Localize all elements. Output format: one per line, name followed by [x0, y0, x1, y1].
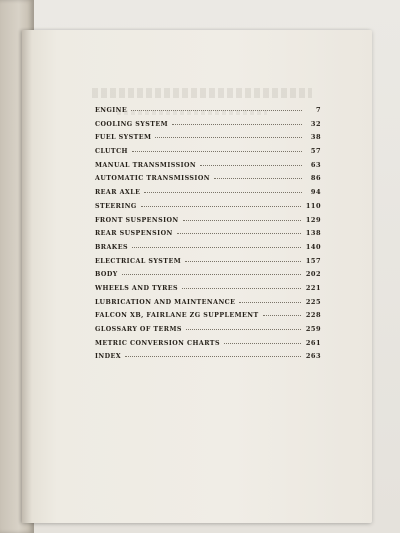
show-through-heading [92, 88, 312, 98]
dot-leader [263, 315, 301, 316]
toc-entry-electrical-system [95, 257, 321, 271]
toc-entry-label: FRONT SUSPENSION [95, 216, 179, 224]
toc-entry-label: COOLING SYSTEM [95, 120, 169, 128]
toc-entry-page: 86 [310, 174, 321, 183]
page-gutter-shadow [22, 30, 32, 523]
toc-entry-label: BODY [95, 271, 118, 279]
toc-entry-automatic-transmission [95, 174, 321, 188]
toc-entry-page: 263 [305, 352, 321, 361]
toc-entry-wheels-and-tyres [95, 284, 321, 298]
dot-leader [183, 220, 301, 221]
toc-entry-label: GLOSSARY OF TERMS [95, 326, 182, 333]
toc-entry-cooling-system [95, 120, 321, 134]
toc-entry-page: 94 [310, 188, 321, 197]
toc-entry-page: 138 [305, 229, 321, 238]
dot-leader [125, 356, 301, 357]
dot-leader [214, 178, 302, 179]
toc-entry-rear-suspension [95, 229, 321, 243]
dot-leader [186, 329, 301, 330]
toc-entry-label: INDEX [95, 353, 122, 361]
dot-leader [122, 274, 301, 275]
dot-leader [172, 124, 302, 125]
dot-leader [132, 151, 302, 152]
toc-entry-page: 202 [305, 270, 321, 279]
toc-entry-front-suspension [95, 216, 321, 230]
toc-entry-page: 110 [305, 201, 321, 210]
toc-entry-label: REAR SUSPENSION [95, 230, 173, 238]
toc-entry-rear-axle [95, 188, 321, 202]
toc-entry-fuel-system [95, 133, 321, 147]
toc-entry-label: MANUAL TRANSMISSION [95, 161, 197, 169]
toc-entry-falcon-supplement [95, 311, 321, 325]
toc-entry-label: BRAKES [95, 243, 128, 251]
toc-entry-label: WHEELS AND TYRES [95, 284, 179, 292]
dot-leader [224, 343, 301, 344]
toc-entry-label: ENGINE [95, 107, 128, 114]
toc-entry-label: METRIC CONVERSION CHARTS [95, 339, 220, 347]
toc-entry-lubrication-and-maintenance [95, 298, 321, 312]
toc-entry-page: 7 [315, 106, 321, 114]
toc-entry-page: 225 [305, 297, 321, 306]
dot-leader [144, 192, 302, 193]
toc-entry-page: 261 [305, 338, 321, 347]
toc-entry-page: 32 [310, 119, 321, 128]
table-of-contents [95, 106, 321, 366]
toc-entry-metric-conversion-charts [95, 339, 321, 353]
toc-entry-page: 63 [310, 160, 321, 169]
toc-entry-label: LUBRICATION AND MAINTENANCE [95, 298, 236, 306]
toc-entry-page: 129 [305, 215, 321, 224]
toc-entry-steering [95, 202, 321, 216]
toc-entry-label: REAR AXLE [95, 189, 141, 197]
toc-entry-page: 259 [305, 325, 321, 333]
dot-leader [177, 233, 301, 234]
toc-entry-engine [95, 106, 321, 120]
dot-leader [182, 288, 301, 289]
toc-entry-label: AUTOMATIC TRANSMISSION [95, 175, 210, 183]
toc-entry-label: FALCON XB, FAIRLANE ZG SUPPLEMENT [95, 312, 259, 320]
toc-entry-clutch [95, 147, 321, 161]
dot-leader [131, 110, 302, 111]
toc-entry-page: 140 [305, 242, 321, 251]
dot-leader [132, 247, 301, 248]
toc-entry-index [95, 352, 321, 366]
toc-entry-glossary-of-terms [95, 325, 321, 339]
toc-entry-manual-transmission [95, 161, 321, 175]
dot-leader [239, 302, 300, 303]
toc-entry-page: 57 [310, 147, 321, 156]
toc-entry-page: 157 [305, 256, 321, 265]
toc-entry-page: 228 [305, 311, 321, 320]
dot-leader [155, 137, 302, 138]
toc-entry-label: ELECTRICAL SYSTEM [95, 257, 182, 265]
toc-entry-brakes [95, 243, 321, 257]
toc-entry-label: FUEL SYSTEM [95, 134, 152, 142]
dot-leader [141, 206, 301, 207]
toc-entry-label: CLUTCH [95, 148, 128, 156]
toc-entry-page: 221 [305, 283, 321, 292]
toc-entry-page: 38 [310, 133, 321, 142]
toc-entry-body [95, 270, 321, 284]
dot-leader [200, 165, 302, 166]
dot-leader [185, 261, 301, 262]
toc-entry-label: STEERING [95, 202, 137, 210]
